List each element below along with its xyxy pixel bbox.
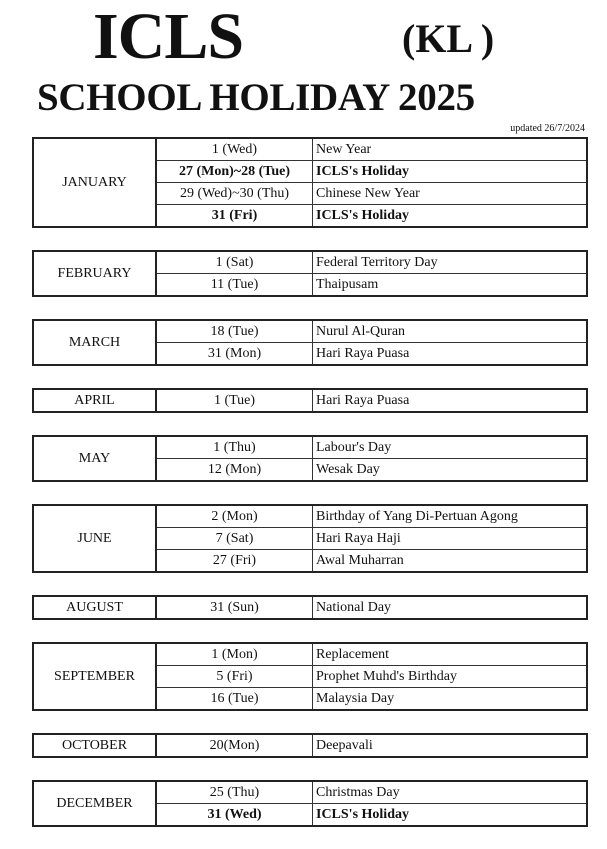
holiday-event: Wesak Day	[313, 459, 588, 482]
holiday-date: 1 (Mon)	[156, 643, 313, 666]
holiday-date: 1 (Thu)	[156, 436, 313, 459]
holiday-date: 11 (Tue)	[156, 274, 313, 297]
holiday-date: 31 (Fri)	[156, 205, 313, 228]
holiday-event: Replacement	[313, 643, 588, 666]
holiday-date: 5 (Fri)	[156, 666, 313, 688]
table-row	[33, 643, 587, 666]
holiday-date: 12 (Mon)	[156, 459, 313, 482]
holiday-event: Thaipusam	[313, 274, 588, 297]
holiday-date: 31 (Mon)	[156, 343, 313, 366]
page-subtitle: SCHOOL HOLIDAY 2025	[37, 76, 475, 119]
holiday-date: 2 (Mon)	[156, 505, 313, 528]
holiday-event: ICLS's Holiday	[313, 205, 588, 228]
table-row	[33, 596, 587, 619]
month-table-september	[32, 642, 588, 711]
month-name: JANUARY	[33, 138, 156, 227]
holiday-date: 29 (Wed)~30 (Thu)	[156, 183, 313, 205]
holiday-event: Birthday of Yang Di-Pertuan Agong	[313, 505, 588, 528]
holiday-date: 16 (Tue)	[156, 688, 313, 711]
month-table-august	[32, 595, 588, 620]
month-table-april	[32, 388, 588, 413]
holiday-event: Malaysia Day	[313, 688, 588, 711]
month-name: FEBRUARY	[33, 251, 156, 296]
holiday-date: 31 (Sun)	[156, 596, 313, 619]
holiday-date: 1 (Wed)	[156, 138, 313, 161]
title: ICLS	[93, 0, 244, 73]
month-name: OCTOBER	[33, 734, 156, 757]
holiday-date: 25 (Thu)	[156, 781, 313, 804]
month-table-october	[32, 733, 588, 758]
table-row	[33, 734, 587, 757]
holiday-tables	[32, 137, 588, 849]
holiday-date: 20(Mon)	[156, 734, 313, 757]
holiday-event: ICLS's Holiday	[313, 161, 588, 183]
month-table-may	[32, 435, 588, 482]
month-table-january	[32, 137, 588, 228]
month-name: DECEMBER	[33, 781, 156, 826]
month-table-march	[32, 319, 588, 366]
table-row	[33, 505, 587, 528]
holiday-date: 27 (Mon)~28 (Tue)	[156, 161, 313, 183]
holiday-date: 1 (Tue)	[156, 389, 313, 412]
month-table-june	[32, 504, 588, 573]
holiday-event: Chinese New Year	[313, 183, 588, 205]
holiday-event: Christmas Day	[313, 781, 588, 804]
holiday-event: Labour's Day	[313, 436, 588, 459]
holiday-date: 18 (Tue)	[156, 320, 313, 343]
table-row	[33, 251, 587, 274]
location-label: (KL )	[402, 16, 495, 61]
month-name: SEPTEMBER	[33, 643, 156, 710]
month-table-february	[32, 250, 588, 297]
table-row	[33, 320, 587, 343]
holiday-event: New Year	[313, 138, 588, 161]
holiday-event: Hari Raya Puasa	[313, 343, 588, 366]
table-row	[33, 138, 587, 161]
holiday-event: Hari Raya Haji	[313, 528, 588, 550]
month-name: MARCH	[33, 320, 156, 365]
holiday-event: Federal Territory Day	[313, 251, 588, 274]
holiday-event: Deepavali	[313, 734, 588, 757]
holiday-event: Nurul Al-Quran	[313, 320, 588, 343]
holiday-date: 7 (Sat)	[156, 528, 313, 550]
holiday-event: Hari Raya Puasa	[313, 389, 588, 412]
holiday-event: National Day	[313, 596, 588, 619]
table-row	[33, 781, 587, 804]
month-name: MAY	[33, 436, 156, 481]
holiday-event: Prophet Muhd's Birthday	[313, 666, 588, 688]
month-table-december	[32, 780, 588, 827]
holiday-date: 27 (Fri)	[156, 550, 313, 573]
month-name: JUNE	[33, 505, 156, 572]
holiday-date: 31 (Wed)	[156, 804, 313, 827]
month-name: AUGUST	[33, 596, 156, 619]
month-name: APRIL	[33, 389, 156, 412]
holiday-event: Awal Muharran	[313, 550, 588, 573]
table-row	[33, 436, 587, 459]
updated-date: updated 26/7/2024	[510, 123, 585, 134]
table-row	[33, 389, 587, 412]
holiday-event: ICLS's Holiday	[313, 804, 588, 827]
holiday-date: 1 (Sat)	[156, 251, 313, 274]
